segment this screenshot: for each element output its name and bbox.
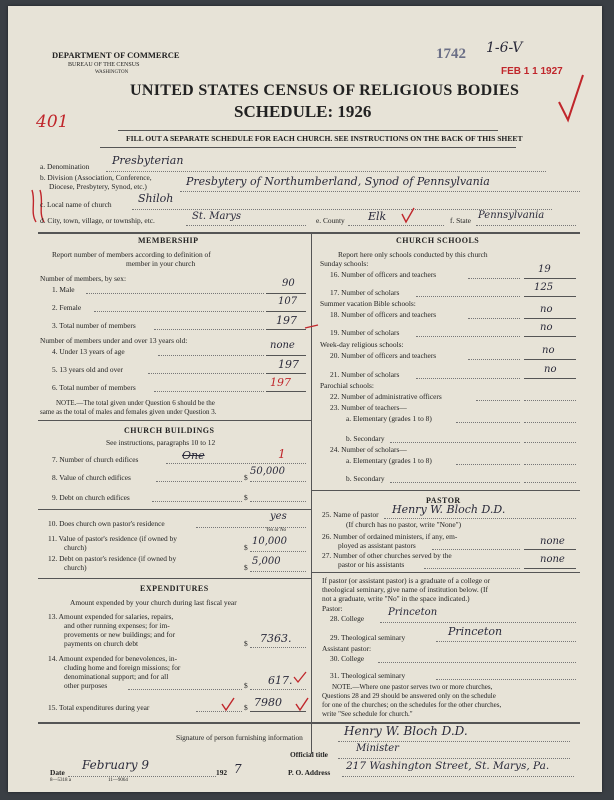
division-label-line1: b. Division (Association, Conference, (40, 173, 152, 182)
q6-total-value: 197 (270, 376, 291, 389)
red-dash-mark-icon (304, 322, 320, 332)
members-by-sex-label: Number of members, by sex: (40, 274, 126, 283)
q14-value: 617. (268, 674, 293, 687)
q21-label: 21. Number of scholars (330, 370, 400, 379)
q21-value: no (544, 364, 557, 375)
q15-total-label: 15. Total expenditures during year (48, 703, 150, 712)
file-mark: 1-6-V (486, 40, 523, 56)
q16-value: 19 (538, 264, 551, 275)
q10-residence-value: yes (270, 511, 287, 522)
yes-or-no-hint: Yes or No (266, 528, 287, 533)
q8-dollar-sign: $ (244, 473, 248, 482)
assistant-pastor-subheading: Assistant pastor: (322, 644, 372, 653)
q9-dollar-sign: $ (244, 493, 248, 502)
q8-value: 50,000 (250, 466, 285, 477)
q2-female-value: 107 (278, 296, 298, 307)
date-label: Date (50, 768, 65, 777)
q1-male-value: 90 (282, 278, 295, 289)
q13-label-4: payments on church debt (64, 639, 139, 648)
city-town-label: d. City, town, village, or township, etc. (40, 216, 155, 225)
membership-note-2: same as the total of males and females given under Question 3. (40, 408, 217, 416)
q14-label-3: denominational support; and for all (64, 672, 169, 681)
received-date-stamp: FEB 1 1 1927 (501, 66, 563, 77)
form-code-2: 11—9064 (108, 778, 128, 783)
membership-intro-2: member in your church (126, 259, 196, 268)
buildings-intro: See instructions, paragraphs 10 to 12 (106, 438, 216, 447)
expenditures-intro: Amount expended by your church during last fiscal year (70, 598, 237, 607)
q14-label-2: cluding home and foreign missions; for (64, 663, 181, 672)
q13-label-2: and other running expenses; for im- (64, 621, 170, 630)
q27-label-1: 27. Number of other churches served by the (322, 551, 452, 560)
form-code: 8—5318 a (50, 778, 71, 783)
q23-label: 23. Number of teachers— (330, 403, 407, 412)
q19-label: 19. Number of scholars (330, 328, 400, 337)
county-value: Elk (368, 210, 387, 223)
denomination-label: a. Denomination (40, 162, 90, 171)
city-town-value: St. Marys (192, 211, 241, 222)
q6-total-label: 6. Total number of members (52, 383, 136, 392)
q7-edifices-label: 7. Number of church edifices (52, 455, 139, 464)
age-heading: Number of members under and over 13 years old: (40, 336, 188, 345)
q18-label: 18. Number of officers and teachers (330, 310, 437, 319)
expenditures-heading: EXPENDITURES (140, 584, 209, 593)
q31-label: 31. Theological seminary (330, 671, 406, 680)
local-name-label: c. Local name of church (40, 200, 112, 209)
q20-label: 20. Number of officers and teachers (330, 351, 437, 360)
denomination-value: Presbyterian (112, 154, 184, 167)
pastor-note-4: write "See schedule for church." (322, 710, 413, 718)
q4-under13-label: 4. Under 13 years of age (52, 347, 125, 356)
state-label: f. State (450, 216, 471, 225)
q29-seminary-value: Princeton (448, 625, 503, 638)
summer-schools-label: Summer vacation Bible schools: (320, 299, 416, 308)
q17-value: 125 (534, 282, 554, 293)
q11-residence-value-label-1: 11. Value of pastor's residence (if owned by (48, 534, 177, 543)
q11-residence-value: 10,000 (252, 536, 287, 547)
city-label: WASHINGTON (95, 70, 129, 75)
schools-intro: Report here only schools conducted by this church (338, 250, 488, 259)
q25-label: 25. Name of pastor (322, 510, 379, 519)
sunday-schools-label: Sunday schools: (320, 259, 369, 268)
q10-residence-label: 10. Does church own pastor's residence (48, 519, 165, 528)
bureau-label: BUREAU OF THE CENSUS (68, 62, 140, 68)
q3-total-value: 197 (276, 314, 297, 327)
pastor-heading: PASTOR (426, 496, 461, 505)
stamp-number: 1742 (436, 46, 466, 62)
state-value: Pennsylvania (478, 210, 545, 221)
q23a-label: a. Elementary (grades 1 to 8) (346, 414, 432, 423)
q24b-label: b. Secondary (346, 474, 385, 483)
q25-pastor-name: Henry W. Bloch D.D. (392, 503, 506, 516)
membership-intro-1: Report number of members according to definition of (52, 250, 211, 259)
weekday-schools-label: Week-day religious schools: (320, 340, 404, 349)
official-title-label: Official title (290, 750, 328, 759)
q27-value: none (540, 554, 565, 565)
red-tick-icon (400, 206, 416, 224)
q5-over13-label: 5. 13 years old and over (52, 365, 124, 374)
q4-under13-value: none (270, 340, 295, 351)
q13-label-3: provements or new buildings; and for (64, 630, 176, 639)
red-file-number: 401 (36, 112, 69, 132)
church-schools-heading: CHURCH SCHOOLS (396, 236, 480, 245)
q3-total-label: 3. Total number of members (52, 321, 136, 330)
q12-residence-debt-value: 5,000 (252, 556, 281, 567)
q22-label: 22. Number of administrative officers (330, 392, 442, 401)
form-subtitle: SCHEDULE: 1926 (234, 102, 372, 121)
q15-total-value: 7980 (254, 696, 282, 709)
year-digit: 7 (234, 762, 242, 776)
q13-label-1: 13. Amount expended for salaries, repairs, (48, 612, 174, 621)
q27-label-2: pastor or his assistants (338, 560, 405, 569)
red-check-mark-icon (294, 696, 310, 712)
q24-label: 24. Number of scholars— (330, 445, 407, 454)
q14-label-4: other purposes (64, 681, 108, 690)
q7-edifices-word: One (182, 449, 205, 462)
q9-debt-label: 9. Debt on church edifices (52, 493, 130, 502)
q26-label-2: ployed as assistant pastors (338, 541, 416, 550)
q14-label-1: 14. Amount expended for benevolences, in- (48, 654, 178, 663)
q29-label: 29. Theological seminary (330, 633, 406, 642)
q8-value-label: 8. Value of church edifices (52, 473, 131, 482)
red-tick-icon (292, 670, 308, 684)
q14-dollar-sign: $ (244, 681, 248, 690)
graduate-paragraph-3: not a graduate, write "No" in the space indicated.) (322, 594, 470, 603)
q5-over13-value: 197 (278, 358, 299, 371)
pastor-note-2: Questions 28 and 29 should be answered only on the schedule (322, 692, 496, 700)
q7-edifices-value: 1 (278, 447, 286, 461)
department-label: DEPARTMENT OF COMMERCE (52, 50, 180, 60)
local-name-value: Shiloh (138, 192, 174, 205)
parochial-schools-label: Parochial schools: (320, 381, 374, 390)
q18-value: no (540, 304, 553, 315)
division-value: Presbytery of Northumberland, Synod of Pennsylvania (186, 175, 490, 188)
official-title-value: Minister (356, 743, 399, 754)
q26-value: none (540, 536, 565, 547)
q13-dollar-sign: $ (244, 639, 248, 648)
q28-label: 28. College (330, 614, 365, 623)
church-buildings-heading: CHURCH BUILDINGS (124, 426, 215, 435)
pastor-subheading: Pastor: (322, 604, 343, 613)
q26-label-1: 26. Number of ordained ministers, if any, em- (322, 532, 458, 541)
q16-label: 16. Number of officers and teachers (330, 270, 437, 279)
q2-female-label: 2. Female (52, 303, 82, 312)
year-prefix: 192 (216, 768, 228, 777)
pastor-note-3: for one of the churches; on the schedules for the other churches, (322, 701, 502, 709)
membership-heading: MEMBERSHIP (138, 236, 199, 245)
division-label-line2: Diocese, Presbytery, Synod, etc.) (49, 182, 147, 191)
q25-none-hint: (If church has no pastor, write "None") (346, 520, 462, 529)
red-check-mark-icon (220, 696, 236, 712)
signature-value: Henry W. Bloch D.D. (344, 724, 468, 738)
q13-value: 7363. (260, 632, 292, 645)
q15-dollar-sign: $ (244, 703, 248, 712)
q17-label: 17. Number of scholars (330, 288, 400, 297)
graduate-paragraph-2: theological seminary, give name of institution below. (If (322, 585, 488, 594)
membership-note-1: NOTE.—The total given under Question 6 should be the (56, 399, 215, 407)
q30-label: 30. College (330, 654, 365, 663)
q24a-label: a. Elementary (grades 1 to 8) (346, 456, 432, 465)
q1-male-label: 1. Male (52, 285, 75, 294)
q28-college-value: Princeton (388, 607, 438, 618)
separate-schedule-instruction: FILL OUT A SEPARATE SCHEDULE FOR EACH CHURCH. SEE INSTRUCTIONS ON THE BACK OF THIS SHEET (126, 134, 523, 143)
q20-value: no (542, 345, 555, 356)
graduate-paragraph-1: If pastor (or assistant pastor) is a graduate of a college or (322, 576, 491, 585)
pastor-note-1: NOTE.—Where one pastor serves two or more churches, (332, 683, 493, 691)
q12-dollar-sign: $ (244, 563, 248, 572)
q11-dollar-sign: $ (244, 543, 248, 552)
form-title: UNITED STATES CENSUS OF RELIGIOUS BODIES (130, 82, 520, 99)
q19-value: no (540, 322, 553, 333)
red-check-mark-icon (556, 72, 586, 126)
q11-residence-value-label-2: church) (64, 543, 87, 552)
po-address-value: 217 Washington Street, St. Marys, Pa. (346, 760, 550, 772)
q12-residence-debt-label-1: 12. Debt on pastor's residence (if owned by (48, 554, 177, 563)
date-value: February 9 (82, 758, 150, 772)
county-label: e. County (316, 216, 345, 225)
signature-label: Signature of person furnishing information (176, 733, 303, 742)
q12-residence-debt-label-2: church) (64, 563, 87, 572)
q23b-label: b. Secondary (346, 434, 385, 443)
po-address-label: P. O. Address (288, 768, 331, 777)
census-schedule-sheet (8, 6, 602, 792)
